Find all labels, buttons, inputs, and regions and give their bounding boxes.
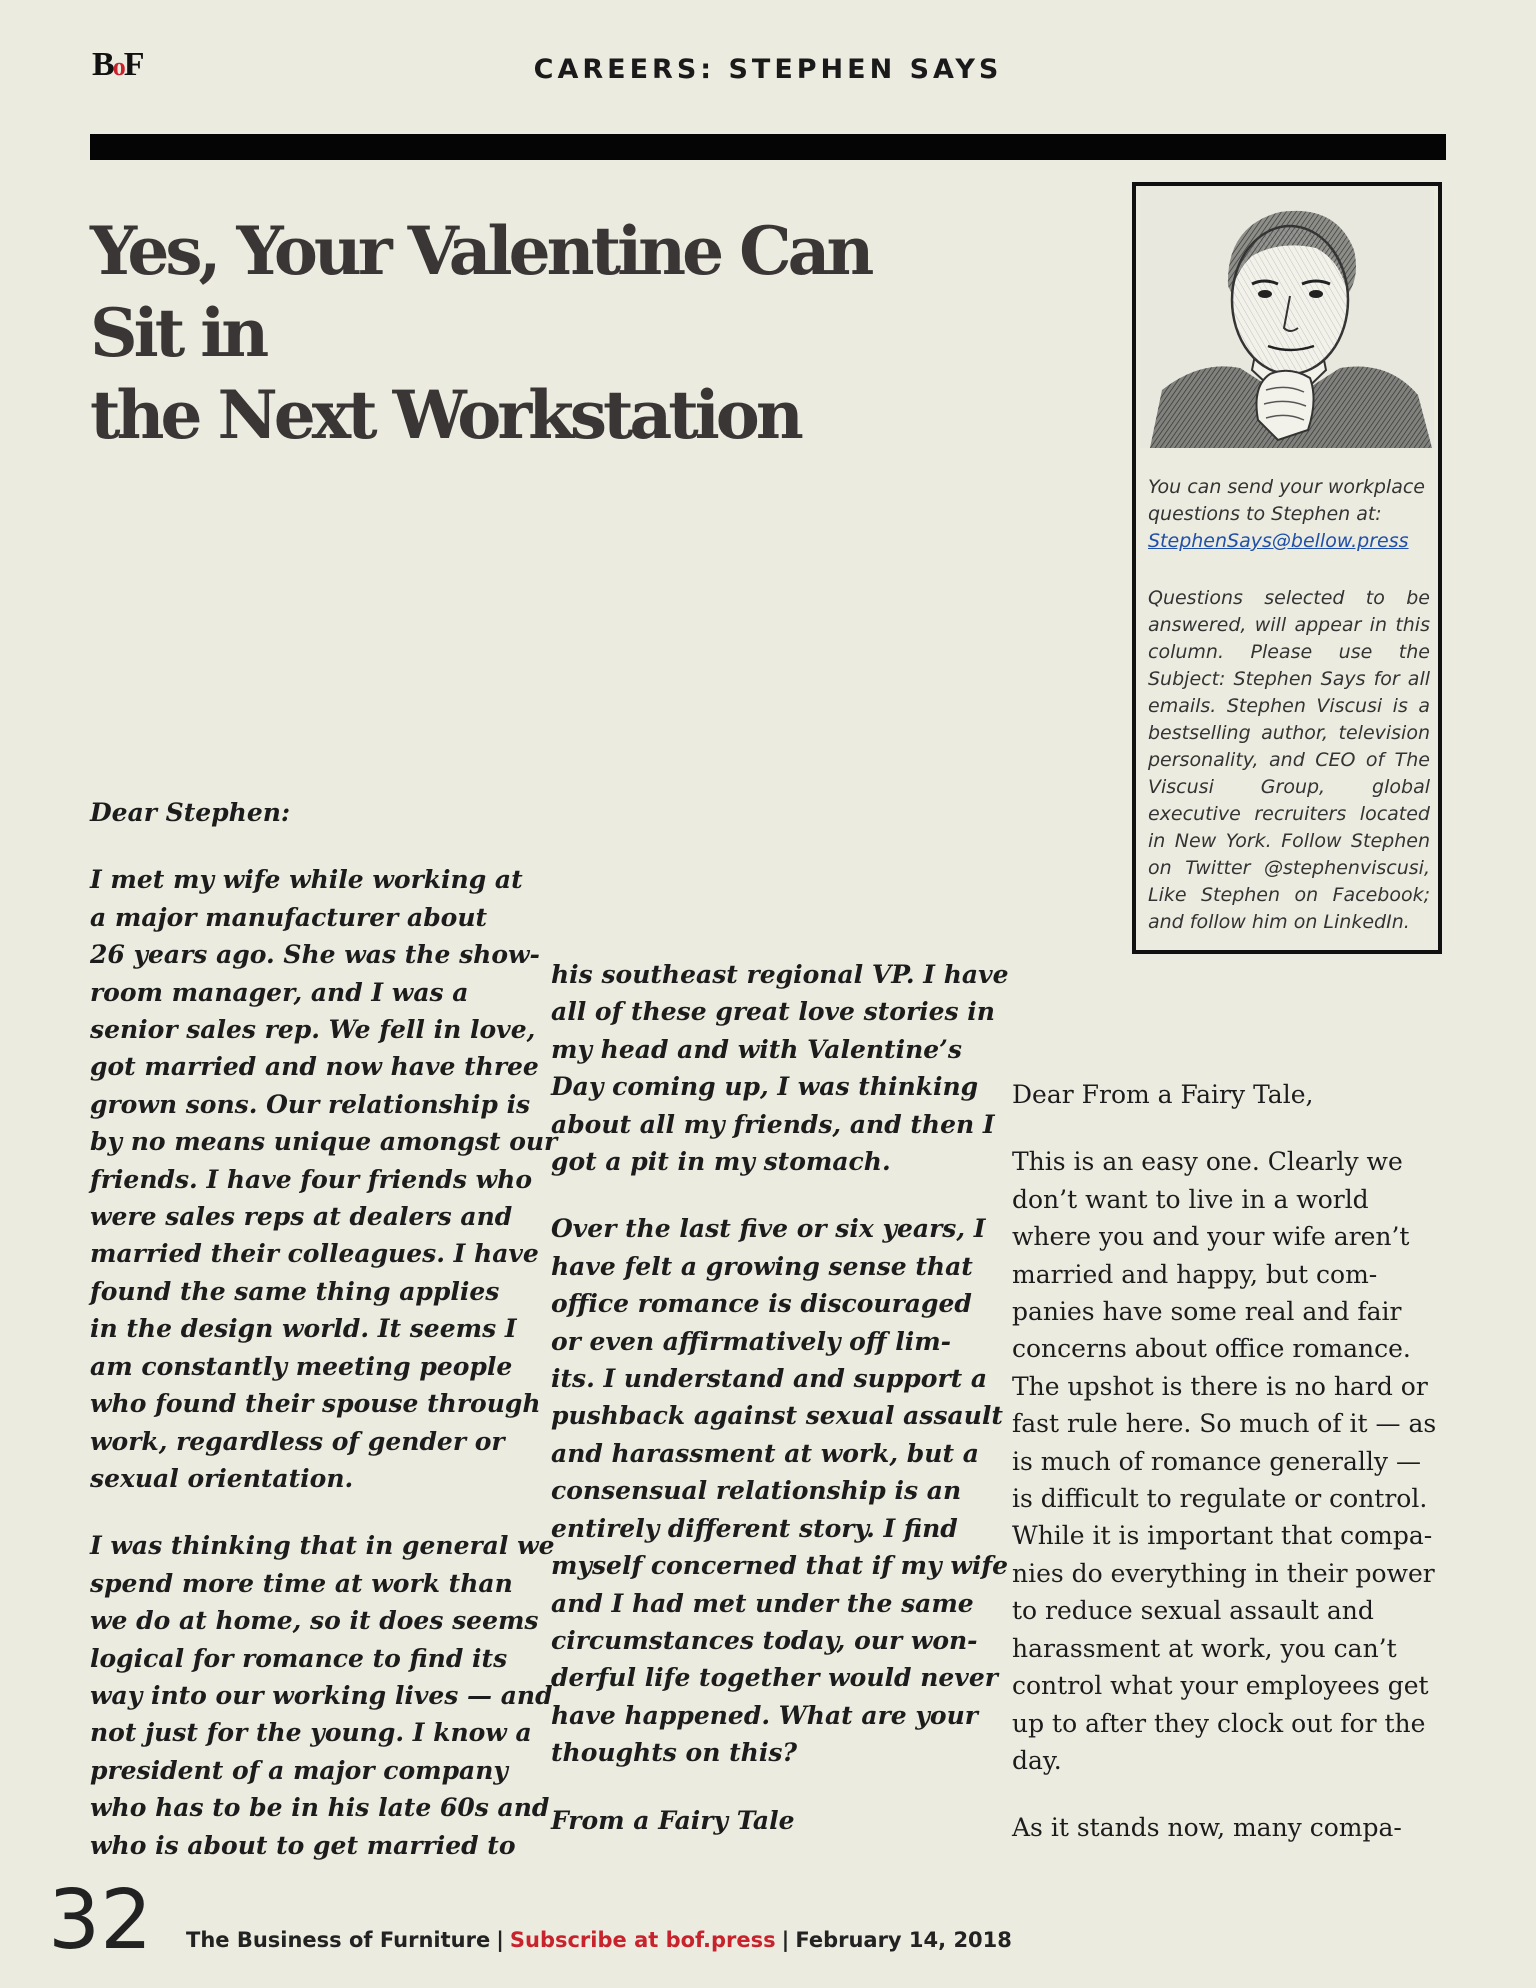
letter-paragraph: I met my wife while working at a major manufacturer about 26 years ago. She was the show- room manager, and I was a senior sales rep. We fell in love, got married and now have three grown sons. Our relationship is by no means unique amongst our friends. I have four friends who were sales reps at dealers and married their colleagues. I have found the same thing applies in the design world. It seems I am constantly meeting people who found their spouse through work, regardless of gender or sexual orientation. <box>90 865 558 1493</box>
letter-column-1 <box>90 794 558 1894</box>
footer: The Business of Furniture | Subscribe at bof.press | February 14, 2018 <box>186 1928 1012 1952</box>
letter-column-2 <box>551 956 1009 1869</box>
headline <box>90 210 910 456</box>
answer-salutation: Dear From a Fairy Tale, <box>1012 1080 1314 1109</box>
headline-line: the Next Workstation <box>90 376 800 454</box>
subscribe-link[interactable]: Subscribe at bof.press <box>509 1928 776 1952</box>
answer-paragraph: This is an easy one. Clearly we don’t want to live in a world where you and your wife aren’t married and happy, but com- panies have some real and fair concerns about office romance. The upshot is there is no hard or fast rule here. So much of it — as is much of romance generally — is difficult to regulate or control. While it is important that compa- nies do everything in their power to reduce sexual assault and harassment at work, you can’t control what your employees get up to after they clock out for the day. <box>1012 1147 1437 1775</box>
answer-paragraph: As it stands now, many compa- <box>1012 1813 1402 1843</box>
bof-logo: BoF <box>92 46 143 83</box>
author-sidebar <box>1132 182 1442 954</box>
sidebar-text <box>1148 474 1430 966</box>
page-number: 32 <box>48 1873 153 1968</box>
publication-name: The Business of Furniture <box>186 1928 491 1952</box>
answer-column <box>1012 1076 1452 1877</box>
stephen-viscusi-portrait-icon <box>1140 190 1434 448</box>
letter-paragraph: Over the last five or six years, I have felt a growing sense that office romance is discouraged or even affirmatively off lim- its. I understand and support a pushback against sexual assault and harassment at work, but a consensual relationship is an entirely different story. I find myself concerned that if my wife and I had met under the same circumstances today, our won- derful life together would never have happened. What are your thoughts on this? <box>551 1214 1009 1768</box>
sidebar-intro: You can send your workplace questions to Stephen at: <box>1148 476 1425 525</box>
sidebar-bio: Questions selected to be answered, will appear in this column. Please use the Subject: Stephen Says for all emails. Stephen Viscusi is a bestselling author, television personality, and CEO of The Viscusi Group, global executive recruiters located in New York. Follow Stephen on Twitter @stephenviscusi, Like Stephen on Facebook; and follow him on LinkedIn. <box>1148 587 1430 933</box>
letter-paragraph: I was thinking that in general we spend more time at work than we do at home, so it does seems logical for romance to find its way into our working lives — and not just for the young. I know a president of a major company who has to be in his late 60s and who is about to get married to <box>90 1531 555 1860</box>
letter-salutation: Dear Stephen: <box>90 798 291 827</box>
section-title: CAREERS: STEPHEN SAYS <box>533 54 1003 85</box>
issue-date: February 14, 2018 <box>795 1928 1012 1952</box>
headline-line: Yes, Your Valentine Can Sit in <box>90 212 871 372</box>
email-link[interactable]: StephenSays@bellow.press <box>1148 530 1409 552</box>
letter-paragraph: his southeast regional VP. I have all of these great love stories in my head and with Valentine’s Day coming up, I was thinking about all my friends, and then I got a pit in my stomach. <box>551 960 1009 1177</box>
header-rule <box>90 134 1446 160</box>
letter-signoff: From a Fairy Tale <box>551 1805 795 1835</box>
